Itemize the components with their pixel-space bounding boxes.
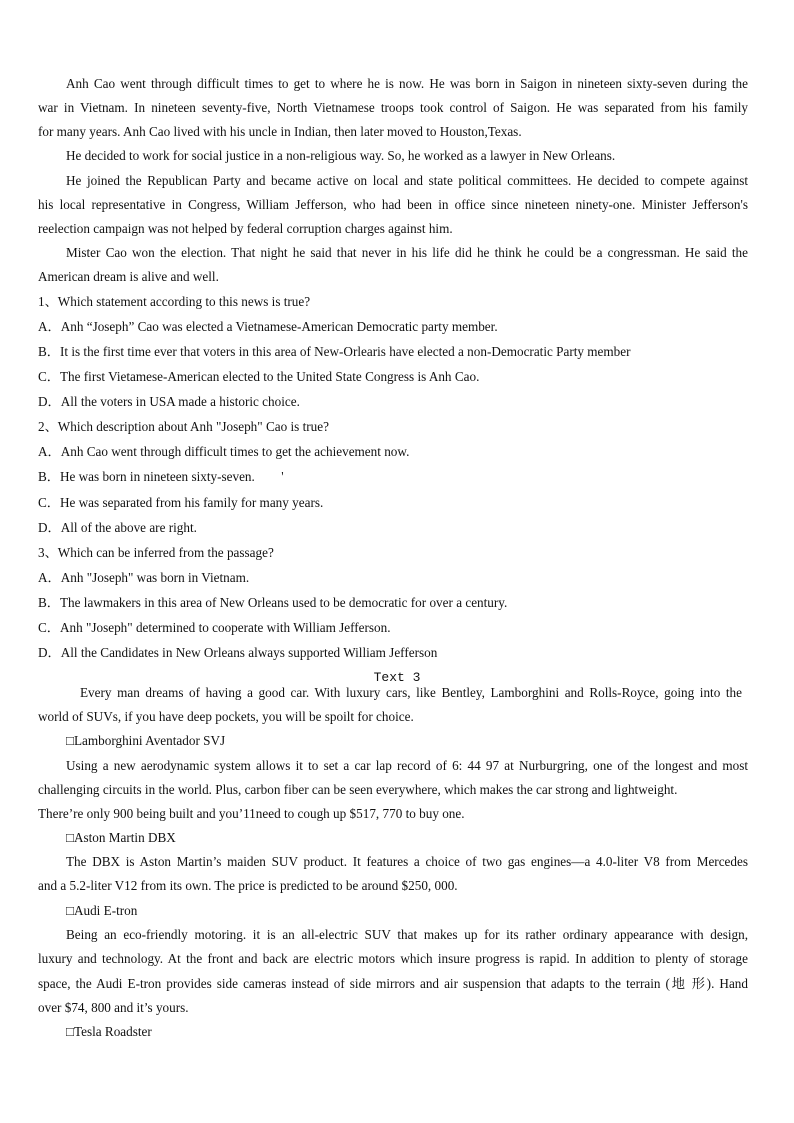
paragraph-line: for many years. Anh Cao lived with his uncle in Indian, then later moved to Houston,Texas. [38,124,522,139]
section-title: Text 3 [373,670,421,685]
paragraph-line: space, the Audi E-tron provides side cameras instead of side mirrors and air suspension that adapts to the terrain (地 形). Hand [38,976,748,991]
paragraph-line: The DBX is Aston Martin’s maiden SUV product. It features a choice of two gas engines—a 4.0-liter V8 from Mercedes [66,854,748,869]
paragraph-line: and a 5.2-liter V12 from its own. The price is predicted to be around $250, 000. [38,878,458,893]
question-option: A．Anh “Joseph” Cao was elected a Vietnamese-American Democratic party member. [38,319,498,334]
paragraph-line: There’re only 900 being built and you’11need to cough up $517, 770 to buy one. [38,806,465,821]
question-stem: 3、Which can be inferred from the passage? [38,545,274,560]
car-heading: □Lamborghini Aventador SVJ [66,733,226,748]
question-option: C．The first Vietamese-American elected to the United State Congress is Anh Cao. [38,369,480,384]
paragraph-line: Using a new aerodynamic system allows it to set a car lap record of 6: 44 97 at Nurburgring, one of the longest and most [66,758,748,773]
paragraph-line: He decided to work for social justice in a non-religious way. So, he worked as a lawyer in New Orleans. [66,148,616,163]
paragraph-line: reelection campaign was not helped by federal corruption charges against him. [38,221,453,236]
paragraph-line: He joined the Republican Party and became active on local and state political committees. He decided to compete against [66,173,748,188]
paragraph-line: his local representative in Congress, William Jefferson, who had been in office since nineteen ninety-one. Minister Jefferson's [38,197,748,212]
question-option: B．The lawmakers in this area of New Orleans used to be democratic for over a century. [38,595,508,610]
paragraph-line: Anh Cao went through difficult times to get to where he is now. He was born in Saigon in nineteen sixty-seven during the [66,76,748,91]
question-option: D．All the voters in USA made a historic choice. [38,394,300,409]
paragraph-line: war in Vietnam. In nineteen seventy-five, North Vietnamese troops took control of Saigon. He was separated from his family [38,100,748,115]
car-heading: □Aston Martin DBX [66,830,176,845]
paragraph-line: Every man dreams of having a good car. With luxury cars, like Bentley, Lamborghini and Rolls-Royce, going into the [80,685,742,700]
question-option: A．Anh "Joseph" was born in Vietnam. [38,570,250,585]
paragraph-line: Mister Cao won the election. That night he said that never in his life did he think he could be a congressman. He said the [66,245,748,260]
question-option: B．It is the first time ever that voters in this area of New-Orlearis have elected a non-Democratic Party member [38,344,631,359]
question-option: A．Anh Cao went through difficult times to get the achievement now. [38,444,410,459]
question-option: D．All of the above are right. [38,520,197,535]
paragraph-line: challenging circuits in the world. Plus, carbon fiber can be seen everywhere, which makes the car strong and lightweight. [38,782,678,797]
question-option: C．Anh "Joseph" determined to cooperate with William Jefferson. [38,620,391,635]
question-option: D．All the Candidates in New Orleans always supported William Jefferson [38,645,438,660]
paragraph-line: luxury and technology. At the front and back are electric motors which insure progress is rapid. In addition to plenty of storage [38,951,748,966]
car-heading: □Audi E-tron [66,903,138,918]
paragraph-line: world of SUVs, if you have deep pockets, you will be spoilt for choice. [38,709,414,724]
paragraph-line: American dream is alive and well. [38,269,219,284]
question-option: C．He was separated from his family for many years. [38,495,324,510]
paragraph-line: Being an eco-friendly motoring. it is an all-electric SUV that makes up for its rather ordinary appearance with design, [66,927,748,942]
question-stem: 2、Which description about Anh "Joseph" Cao is true? [38,419,329,434]
question-stem: 1、Which statement according to this news is true? [38,294,311,309]
car-heading: □Tesla Roadster [66,1024,152,1039]
question-option: B．He was born in nineteen sixty-seven. ' [38,469,284,484]
paragraph-line: over $74, 800 and it’s yours. [38,1000,189,1015]
